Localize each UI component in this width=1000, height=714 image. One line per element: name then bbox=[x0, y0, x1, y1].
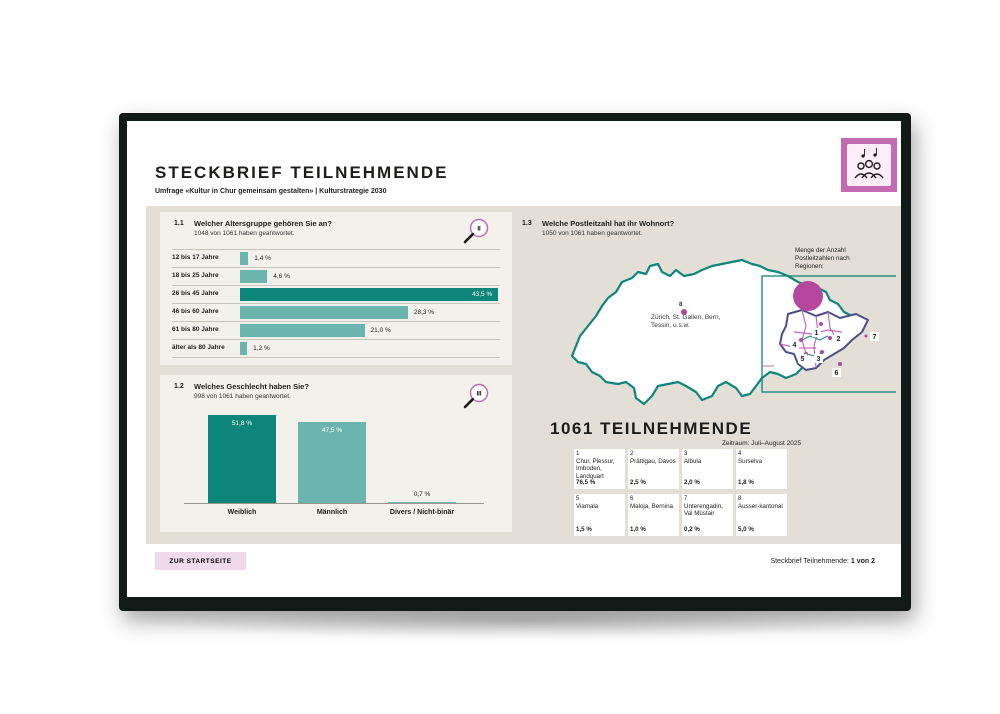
map-legend-note: Menge der Anzahl Postleitzahlen nach Regionen: bbox=[795, 247, 850, 270]
gender-answered-count: 998 von 1061 haben geantwortet. bbox=[194, 393, 291, 400]
svg-text:3: 3 bbox=[816, 356, 821, 363]
region-name: Prättigau, Davos bbox=[630, 458, 676, 465]
region-value: 0,2 % bbox=[684, 526, 700, 533]
age-bar bbox=[240, 324, 365, 337]
region-cell bbox=[736, 449, 787, 489]
age-bar-value: 28,3 % bbox=[413, 309, 435, 316]
region-name: Albula bbox=[684, 458, 702, 465]
age-row-divider bbox=[172, 303, 500, 304]
region-name: Chur, Plessur, Imboden, Landquart bbox=[576, 458, 615, 480]
music-people-icon bbox=[841, 138, 897, 192]
magnifier-icon[interactable] bbox=[462, 381, 492, 411]
region-1-bubble bbox=[793, 281, 823, 311]
age-question: Welcher Altersgruppe gehören Sie an? bbox=[194, 219, 332, 228]
age-bar bbox=[240, 342, 247, 355]
zip-question-number: 1.3 bbox=[522, 220, 532, 227]
region-cell bbox=[628, 449, 679, 489]
age-category-label: 12 bis 17 Jahre bbox=[172, 254, 219, 261]
region-cell bbox=[574, 449, 625, 489]
pager-label: Steckbrief Teilnehmende: bbox=[770, 558, 849, 565]
page-title: STECKBRIEF TEILNEHMENDE bbox=[155, 163, 449, 182]
page-subtitle: Umfrage «Kultur in Chur gemeinsam gestalten» | Kulturstrategie 2030 bbox=[155, 188, 387, 195]
region-number: 3 bbox=[684, 451, 688, 457]
age-bar bbox=[240, 306, 408, 319]
region-number: 6 bbox=[630, 496, 634, 502]
region-number: 5 bbox=[576, 496, 580, 502]
survey-period: Zeitraum: Juli–August 2025 bbox=[722, 440, 802, 447]
age-bar-value: 1,2 % bbox=[253, 345, 270, 352]
age-row-divider bbox=[172, 285, 500, 286]
region-name: Surselva bbox=[738, 458, 763, 465]
display-monitor bbox=[119, 113, 911, 611]
region-number: 7 bbox=[684, 496, 688, 502]
gender-badge: III bbox=[476, 391, 482, 398]
region-number: 2 bbox=[630, 451, 634, 457]
magnifier-icon[interactable] bbox=[462, 216, 492, 246]
svg-text:1: 1 bbox=[814, 330, 819, 337]
gender-axis-line bbox=[184, 503, 484, 504]
age-row-divider bbox=[172, 321, 500, 322]
region-number: 4 bbox=[738, 451, 742, 457]
pager-page: 1 von 2 bbox=[850, 558, 875, 565]
region-value: 1,0 % bbox=[630, 526, 646, 533]
home-button[interactable]: ZUR STARTSEITE bbox=[155, 552, 246, 570]
region-name: Maloja, Bernina bbox=[630, 503, 673, 510]
region-value: 1,8 % bbox=[738, 479, 754, 486]
gender-category-label: Divers / Nicht-binär bbox=[389, 509, 455, 516]
gender-question-number: 1.2 bbox=[174, 383, 184, 390]
gender-bar bbox=[208, 415, 276, 503]
age-badge: II bbox=[477, 226, 481, 233]
age-category-label: 26 bis 45 Jahre bbox=[172, 290, 219, 297]
age-bar-value: 1,4 % bbox=[254, 255, 271, 262]
age-row-divider bbox=[172, 339, 500, 340]
participants-count: 1061 TEILNEHMENDE bbox=[550, 419, 753, 438]
region-cell bbox=[736, 494, 787, 536]
region-number: 8 bbox=[738, 496, 742, 502]
age-category-label: älter als 80 Jahre bbox=[172, 344, 225, 351]
region-name: Unterengadin, Val Müstair bbox=[684, 503, 723, 518]
age-category-label: 46 bis 60 Jahre bbox=[172, 308, 219, 315]
page-indicator bbox=[770, 558, 875, 565]
age-bar bbox=[240, 288, 498, 301]
region-value: 76,5 % bbox=[576, 479, 596, 486]
region-value: 2,5 % bbox=[630, 479, 646, 486]
svg-text:5: 5 bbox=[800, 356, 805, 363]
region-value: 2,0 % bbox=[684, 479, 700, 486]
svg-text:4: 4 bbox=[792, 342, 797, 349]
age-bar bbox=[240, 270, 267, 283]
age-bar-value: 43,5 % bbox=[472, 291, 493, 298]
content-stage bbox=[146, 206, 901, 544]
age-bar-value: 21,0 % bbox=[370, 327, 391, 334]
region-name: Viamala bbox=[576, 503, 599, 510]
svg-text:6: 6 bbox=[834, 370, 839, 377]
svg-text:7: 7 bbox=[872, 334, 877, 341]
age-category-label: 18 bis 25 Jahre bbox=[172, 272, 219, 279]
region-cell bbox=[628, 494, 679, 536]
region-cell bbox=[574, 494, 625, 536]
age-answered-count: 1048 von 1061 haben geantwortet. bbox=[194, 230, 295, 237]
gender-bar-value: 47,5 % bbox=[321, 427, 343, 435]
age-bar bbox=[240, 252, 248, 265]
age-question-number: 1.1 bbox=[174, 220, 184, 227]
gender-bar-value: 51,8 % bbox=[231, 420, 253, 427]
age-bar-value: 4,6 % bbox=[273, 273, 290, 280]
dashboard-screen bbox=[127, 121, 901, 597]
gender-card bbox=[160, 375, 512, 532]
region-value: 1,5 % bbox=[576, 526, 592, 533]
age-card bbox=[160, 212, 512, 365]
region-number: 1 bbox=[576, 451, 580, 457]
age-row-divider bbox=[172, 249, 500, 250]
region-cell bbox=[682, 449, 733, 489]
age-row-divider bbox=[172, 357, 500, 358]
gender-bar-value: 0,7 % bbox=[413, 490, 431, 498]
age-row-divider bbox=[172, 267, 500, 268]
gender-question: Welches Geschlecht haben Sie? bbox=[194, 382, 309, 391]
gender-category-label: Weiblich bbox=[227, 509, 257, 516]
region-name: Ausser-kantonal bbox=[738, 503, 783, 510]
zip-question: Welche Postleitzahl hat ihr Wohnort? bbox=[542, 219, 675, 228]
age-category-label: 61 bis 80 Jahre bbox=[172, 326, 219, 333]
gender-bar bbox=[298, 422, 366, 503]
zip-answered-count: 1050 von 1061 haben geantwortet. bbox=[542, 230, 643, 237]
region-value: 5,0 % bbox=[738, 526, 754, 533]
gender-category-label: Männlich bbox=[316, 509, 348, 516]
svg-text:2: 2 bbox=[836, 336, 841, 343]
region-cell bbox=[682, 494, 733, 536]
outside-regions-label: Zürich, St. Gallen, Bern, Tessin, u.s.w. bbox=[651, 314, 721, 329]
outside-marker: 8 bbox=[679, 302, 683, 308]
